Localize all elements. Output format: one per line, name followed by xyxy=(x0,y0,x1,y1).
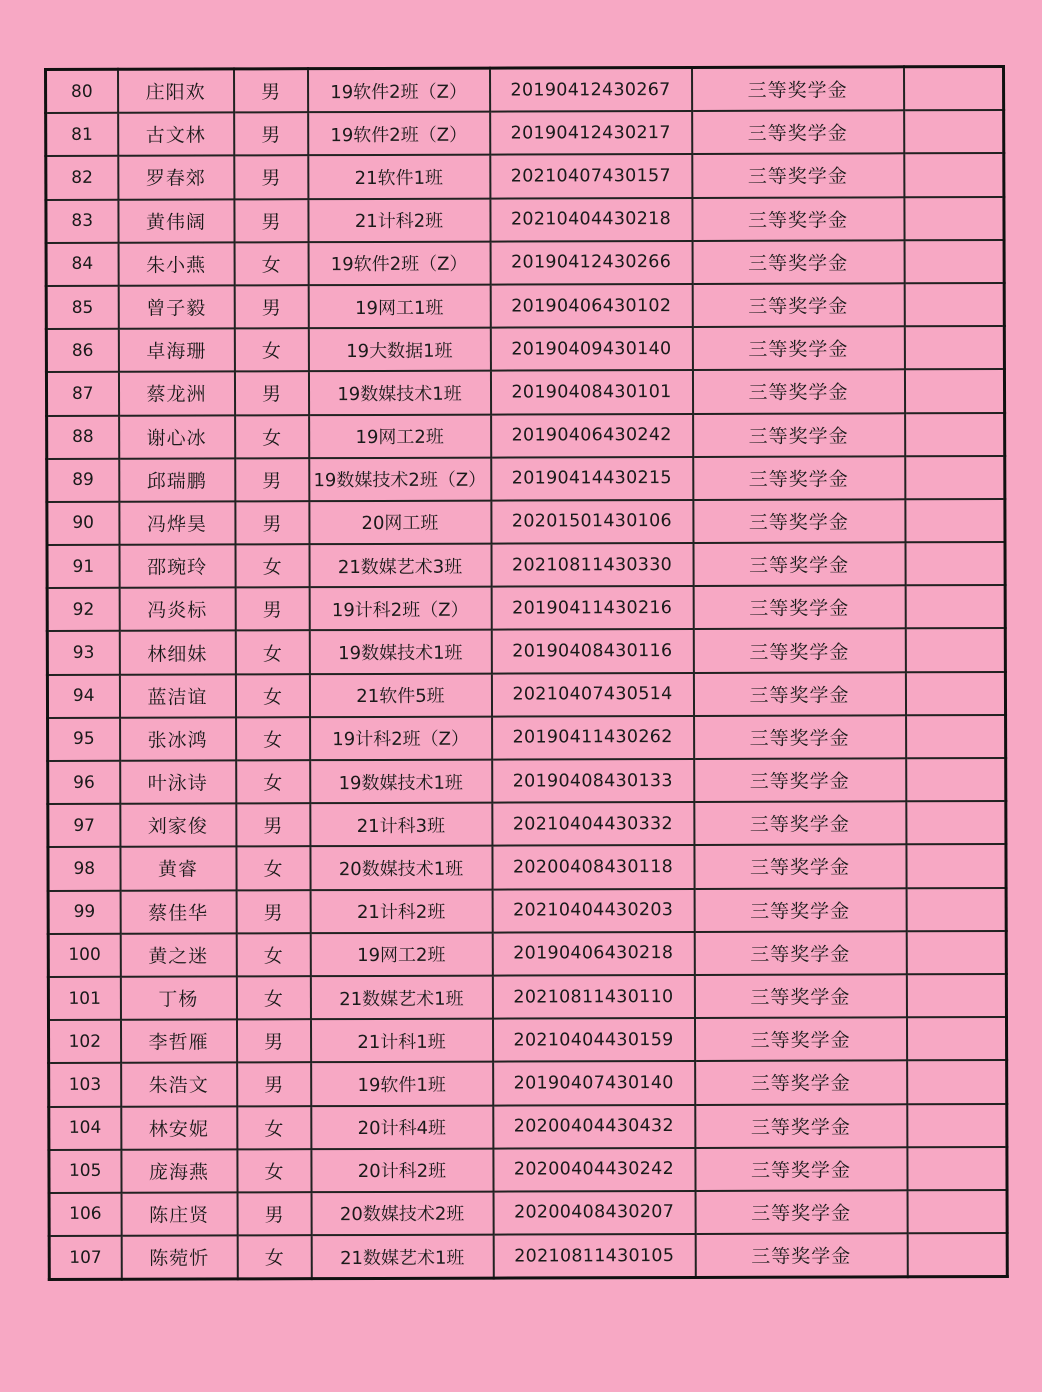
student-gender: 女 xyxy=(235,415,309,458)
student-id: 20200404430432 xyxy=(493,1104,695,1148)
remarks-cell xyxy=(904,369,1004,413)
table-row xyxy=(47,456,1005,502)
student-id: 20190412430267 xyxy=(490,67,692,111)
student-name: 冯炎标 xyxy=(119,588,235,632)
student-name: 刘家俊 xyxy=(120,804,236,848)
row-number: 106 xyxy=(49,1193,121,1236)
student-class: 19网工1班 xyxy=(308,285,490,329)
student-gender: 男 xyxy=(237,1192,311,1235)
remarks-cell xyxy=(905,499,1005,543)
remarks-cell xyxy=(905,628,1005,672)
student-class: 21数媒艺术1班 xyxy=(310,976,492,1020)
remarks-cell xyxy=(904,197,1004,241)
table-body xyxy=(46,66,1008,1279)
student-name: 庄阳欢 xyxy=(118,69,234,113)
student-id: 20210404430203 xyxy=(492,889,694,933)
student-gender: 女 xyxy=(236,717,310,760)
student-name: 张冰鸿 xyxy=(120,717,236,761)
award-level: 三等奖学金 xyxy=(694,974,906,1018)
student-gender: 男 xyxy=(235,458,309,501)
table-row xyxy=(48,931,1006,977)
student-id: 20190414430215 xyxy=(491,457,693,501)
table-row xyxy=(48,758,1006,804)
row-number: 85 xyxy=(46,286,118,329)
student-id: 20201501430106 xyxy=(491,500,693,544)
student-class: 21软件1班 xyxy=(308,155,490,199)
student-gender: 女 xyxy=(236,933,310,976)
student-gender: 男 xyxy=(237,1062,311,1105)
student-class: 21数媒艺术1班 xyxy=(311,1235,493,1279)
student-id: 20190412430266 xyxy=(490,241,692,285)
row-number: 100 xyxy=(48,934,120,977)
table-row xyxy=(49,1190,1007,1236)
row-number: 83 xyxy=(46,199,118,242)
student-name: 朱浩文 xyxy=(121,1063,237,1107)
student-name: 曾子毅 xyxy=(118,285,234,329)
scholarship-table xyxy=(44,65,1009,1281)
table-row xyxy=(48,844,1006,890)
student-class: 19网工2班 xyxy=(310,932,492,976)
remarks-cell xyxy=(907,1233,1007,1277)
student-gender: 男 xyxy=(234,69,308,113)
student-gender: 女 xyxy=(235,631,309,674)
student-gender: 女 xyxy=(235,544,309,587)
student-name: 邵琬玲 xyxy=(119,544,235,588)
award-level: 三等奖学金 xyxy=(693,629,905,673)
student-name: 黄伟阔 xyxy=(118,199,234,243)
table-row xyxy=(49,1233,1007,1280)
student-gender: 女 xyxy=(237,1106,311,1149)
student-gender: 女 xyxy=(235,674,309,717)
award-level: 三等奖学金 xyxy=(692,283,904,327)
student-name: 古文林 xyxy=(118,113,234,157)
award-level: 三等奖学金 xyxy=(693,586,905,630)
remarks-cell xyxy=(906,801,1006,845)
award-level: 三等奖学金 xyxy=(692,240,904,284)
student-class: 21计科2班 xyxy=(310,889,492,933)
student-gender: 男 xyxy=(236,890,310,933)
scholarship-list-sheet xyxy=(44,68,1002,1281)
row-number: 102 xyxy=(48,1020,120,1063)
student-name: 蓝洁谊 xyxy=(119,674,235,718)
remarks-cell xyxy=(906,758,1006,802)
student-class: 20网工班 xyxy=(309,500,491,544)
row-number: 90 xyxy=(47,502,119,545)
student-gender: 男 xyxy=(236,1019,310,1062)
award-level: 三等奖学金 xyxy=(694,801,906,845)
student-gender: 女 xyxy=(237,1149,311,1192)
student-name: 陈庄贤 xyxy=(121,1192,237,1236)
remarks-cell xyxy=(905,542,1005,586)
award-level: 三等奖学金 xyxy=(693,456,905,500)
student-id: 20190408430133 xyxy=(492,759,694,803)
award-level: 三等奖学金 xyxy=(695,1190,907,1234)
student-id: 20200404430242 xyxy=(493,1148,695,1192)
remarks-cell xyxy=(906,974,1006,1018)
student-name: 叶泳诗 xyxy=(120,760,236,804)
row-number: 92 xyxy=(47,588,119,631)
remarks-cell xyxy=(906,715,1006,759)
student-gender: 男 xyxy=(234,285,308,328)
row-number: 98 xyxy=(48,847,120,890)
table-row xyxy=(46,66,1004,113)
student-id: 20190407430140 xyxy=(493,1061,695,1105)
student-class: 20数媒技术2班 xyxy=(311,1191,493,1235)
remarks-cell xyxy=(904,153,1004,197)
student-name: 林细妹 xyxy=(119,631,235,675)
award-level: 三等奖学金 xyxy=(693,542,905,586)
table-row xyxy=(47,542,1005,588)
student-id: 20190409430140 xyxy=(490,327,692,371)
student-class: 19大数据1班 xyxy=(308,328,490,372)
row-number: 94 xyxy=(47,674,119,717)
row-number: 89 xyxy=(47,458,119,501)
table-row xyxy=(47,412,1005,458)
student-gender: 男 xyxy=(234,112,308,155)
award-level: 三等奖学金 xyxy=(692,197,904,241)
remarks-cell xyxy=(906,844,1006,888)
student-name: 李哲雁 xyxy=(120,1020,236,1064)
award-level: 三等奖学金 xyxy=(693,499,905,543)
student-name: 蔡佳华 xyxy=(120,890,236,934)
student-gender: 女 xyxy=(236,760,310,803)
remarks-cell xyxy=(906,888,1006,932)
student-name: 卓海珊 xyxy=(118,329,234,373)
student-class: 20计科4班 xyxy=(311,1105,493,1149)
student-class: 21数媒艺术3班 xyxy=(309,544,491,588)
student-class: 19软件2班（Z） xyxy=(308,112,490,156)
student-name: 谢心冰 xyxy=(119,415,235,459)
student-name: 林安妮 xyxy=(121,1106,237,1150)
student-class: 19数媒技术2班（Z） xyxy=(309,457,491,501)
table-row xyxy=(48,801,1006,847)
award-level: 三等奖学金 xyxy=(694,845,906,889)
row-number: 84 xyxy=(46,243,118,286)
table-row xyxy=(49,1103,1007,1149)
row-number: 80 xyxy=(46,69,118,113)
student-id: 20190408430101 xyxy=(490,370,692,414)
student-class: 19网工2班 xyxy=(309,414,491,458)
student-class: 19数媒技术1班 xyxy=(309,630,491,674)
table-row xyxy=(48,1017,1006,1063)
remarks-cell xyxy=(904,283,1004,327)
table-row xyxy=(46,240,1004,286)
remarks-cell xyxy=(906,1017,1006,1061)
table-row xyxy=(46,283,1004,329)
award-level: 三等奖学金 xyxy=(692,326,904,370)
remarks-cell xyxy=(907,1103,1007,1147)
remarks-cell xyxy=(907,1190,1007,1234)
table-row xyxy=(47,672,1005,718)
student-class: 19计科2班（Z） xyxy=(310,716,492,760)
student-name: 丁杨 xyxy=(120,976,236,1020)
student-gender: 女 xyxy=(234,242,308,285)
student-id: 20190408430116 xyxy=(491,629,693,673)
student-id: 20210811430110 xyxy=(492,975,694,1019)
student-id: 20190411430262 xyxy=(492,716,694,760)
student-class: 19软件2班（Z） xyxy=(308,241,490,285)
award-level: 三等奖学金 xyxy=(695,1104,907,1148)
table-row xyxy=(47,499,1005,545)
row-number: 82 xyxy=(46,156,118,199)
student-gender: 女 xyxy=(237,1235,311,1279)
remarks-cell xyxy=(904,66,1004,110)
row-number: 88 xyxy=(47,415,119,458)
award-level: 三等奖学金 xyxy=(695,1147,907,1191)
student-gender: 女 xyxy=(236,976,310,1019)
row-number: 93 xyxy=(47,631,119,674)
table-row xyxy=(49,1147,1007,1193)
student-gender: 男 xyxy=(235,587,309,630)
student-name: 黄睿 xyxy=(120,847,236,891)
student-id: 20210404430332 xyxy=(492,802,694,846)
table-row xyxy=(49,1060,1007,1106)
row-number: 86 xyxy=(46,329,118,372)
row-number: 104 xyxy=(49,1106,121,1149)
remarks-cell xyxy=(904,326,1004,370)
remarks-cell xyxy=(905,585,1005,629)
student-class: 19数媒技术1班 xyxy=(310,760,492,804)
row-number: 81 xyxy=(46,113,118,156)
student-id: 20190411430216 xyxy=(491,586,693,630)
award-level: 三等奖学金 xyxy=(694,715,906,759)
student-name: 庞海燕 xyxy=(121,1149,237,1193)
table-row xyxy=(46,110,1004,156)
student-class: 21计科2班 xyxy=(308,198,490,242)
row-number: 105 xyxy=(49,1149,121,1192)
remarks-cell xyxy=(904,240,1004,284)
student-gender: 男 xyxy=(234,199,308,242)
student-class: 19软件1班 xyxy=(311,1062,493,1106)
student-name: 朱小燕 xyxy=(118,242,234,286)
student-name: 罗春郊 xyxy=(118,156,234,200)
student-class: 21计科1班 xyxy=(310,1019,492,1063)
row-number: 97 xyxy=(48,804,120,847)
table-row xyxy=(46,153,1004,199)
remarks-cell xyxy=(905,672,1005,716)
row-number: 87 xyxy=(46,372,118,415)
student-id: 20210404430159 xyxy=(492,1018,694,1062)
student-id: 20190406430102 xyxy=(490,284,692,328)
student-name: 陈菀忻 xyxy=(121,1235,237,1279)
award-level: 三等奖学金 xyxy=(693,672,905,716)
student-gender: 女 xyxy=(236,847,310,890)
student-id: 20190412430217 xyxy=(490,111,692,155)
student-id: 20210407430514 xyxy=(491,673,693,717)
student-id: 20190406430242 xyxy=(491,413,693,457)
remarks-cell xyxy=(906,931,1006,975)
student-id: 20190406430218 xyxy=(492,932,694,976)
student-class: 19数媒技术1班 xyxy=(308,371,490,415)
table-row xyxy=(46,326,1004,372)
student-class: 20计科2班 xyxy=(311,1148,493,1192)
student-id: 20210811430330 xyxy=(491,543,693,587)
row-number: 101 xyxy=(48,977,120,1020)
row-number: 107 xyxy=(49,1236,121,1280)
remarks-cell xyxy=(904,110,1004,154)
student-class: 21计科3班 xyxy=(310,803,492,847)
row-number: 99 xyxy=(48,890,120,933)
student-id: 20210811430105 xyxy=(493,1234,695,1278)
award-level: 三等奖学金 xyxy=(694,1017,906,1061)
student-gender: 女 xyxy=(234,328,308,371)
row-number: 96 xyxy=(48,761,120,804)
student-gender: 男 xyxy=(234,156,308,199)
table-row xyxy=(48,715,1006,761)
row-number: 95 xyxy=(48,718,120,761)
student-class: 19软件2班（Z） xyxy=(308,68,490,112)
table-row xyxy=(48,974,1006,1020)
award-level: 三等奖学金 xyxy=(692,154,904,198)
remarks-cell xyxy=(907,1060,1007,1104)
remarks-cell xyxy=(905,412,1005,456)
table-row xyxy=(47,585,1005,631)
student-name: 蔡龙洲 xyxy=(118,372,234,416)
table-row xyxy=(47,628,1005,674)
student-name: 冯烨昊 xyxy=(119,501,235,545)
remarks-cell xyxy=(907,1147,1007,1191)
student-class: 20数媒技术1班 xyxy=(310,846,492,890)
award-level: 三等奖学金 xyxy=(692,110,904,154)
award-level: 三等奖学金 xyxy=(695,1233,907,1277)
table-row xyxy=(46,369,1004,415)
table-row xyxy=(48,888,1006,934)
student-gender: 男 xyxy=(234,371,308,414)
student-class: 19计科2班（Z） xyxy=(309,587,491,631)
award-level: 三等奖学金 xyxy=(693,413,905,457)
student-class: 21软件5班 xyxy=(309,673,491,717)
award-level: 三等奖学金 xyxy=(694,888,906,932)
award-level: 三等奖学金 xyxy=(695,1061,907,1105)
student-name: 黄之迷 xyxy=(120,933,236,977)
award-level: 三等奖学金 xyxy=(692,370,904,414)
table-row xyxy=(46,197,1004,243)
row-number: 91 xyxy=(47,545,119,588)
row-number: 103 xyxy=(49,1063,121,1106)
remarks-cell xyxy=(905,456,1005,500)
award-level: 三等奖学金 xyxy=(694,931,906,975)
student-name: 邱瑞鹏 xyxy=(119,458,235,502)
award-level: 三等奖学金 xyxy=(692,67,904,111)
student-gender: 男 xyxy=(235,501,309,544)
student-id: 20210404430218 xyxy=(490,198,692,242)
student-id: 20210407430157 xyxy=(490,154,692,198)
award-level: 三等奖学金 xyxy=(694,758,906,802)
student-id: 20200408430118 xyxy=(492,845,694,889)
student-id: 20200408430207 xyxy=(493,1191,695,1235)
student-gender: 男 xyxy=(236,803,310,846)
